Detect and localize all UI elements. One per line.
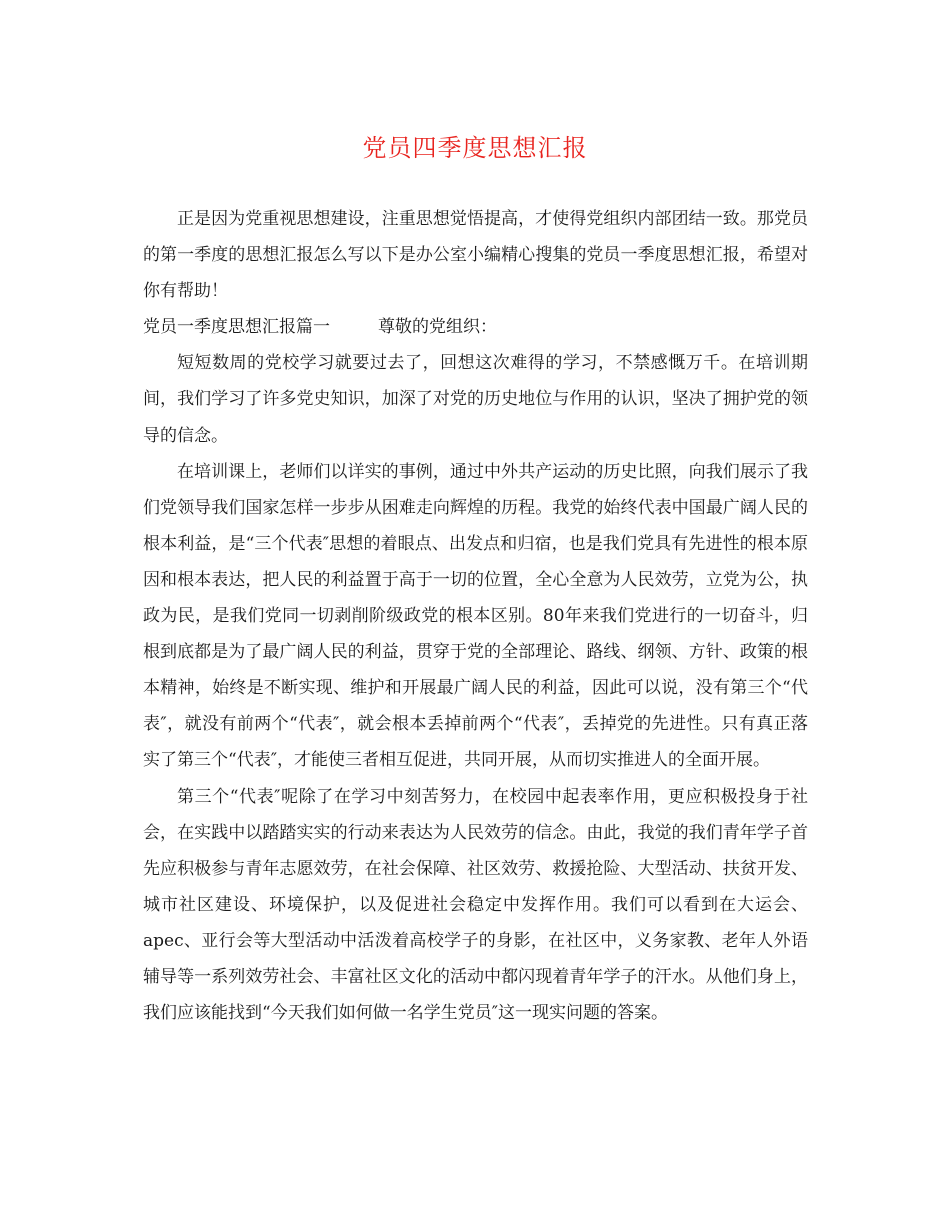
document-body — [143, 201, 808, 1031]
document-title: 党员四季度思想汇报 — [362, 134, 588, 162]
salutation: 尊敬的党组织： — [378, 317, 497, 338]
body-paragraph: 在培训课上，老师们以详实的事例，通过中外共产运动的历史比照，向我们展示了我们党领导我们国家怎样一步步从困难走向辉煌的历程。我党的始终代表中国最广阔人民的根本利益，是“三个代表″思想的着眼点、出发点和归宿，也是我们党具有先进性的根本原因和根本表达，把人民的利益置于高于一切的位置，全心全意为人民效劳，立党为公，执政为民，是我们党同一切剥削阶级政党的根本区别。80年来我们党进行的一切奋斗，归根到底都是为了最广阔人民的利益，贯穿于党的全部理论、路线、纲领、方针、政策的根本精神，始终是不断实现、维护和开展最广阔人民的利益，因此可以说，没有第三个“代表″，就没有前两个“代表″，就会根本丢掉前两个“代表″，丢掉党的先进性。只有真正落实了第三个“代表″，才能使三者相互促进，共同开展，从而切实推进人的全面开展。 — [143, 461, 808, 771]
body-paragraph: 短短数周的党校学习就要过去了，回想这次难得的学习，不禁感慨万千。在培训期间，我们学习了许多党史知识，加深了对党的历史地位与作用的认识，坚决了拥护党的领导的信念。 — [143, 353, 808, 446]
section-heading: 党员一季度思想汇报篇一 — [143, 317, 330, 338]
body-paragraph: 第三个“代表″呢除了在学习中刻苦努力，在校园中起表率作用，更应积极投身于社会，在实践中以踏踏实实的行动来表达为人民效劳的信念。由此，我觉的我们青年学子首先应积极参与青年志愿效劳，在社会保障、社区效劳、救援抢险、大型活动、扶贫开发、城市社区建设、环境保护，以及促进社会稳定中发挥作用。我们可以看到在大运会、apec、亚行会等大型活动中活泼着高校学子的身影，在社区中，义务家教、老年人外语辅导等一系列效劳社会、丰富社区文化的活动中都闪现着青年学子的汗水。从他们身上，我们应该能找到“今天我们如何做一名学生党员″这一现实问题的答案。 — [143, 786, 808, 1024]
section-heading-line — [143, 309, 808, 345]
intro-paragraph: 正是因为党重视思想建设，注重思想觉悟提高，才使得党组织内部团结一致。那党员的第一季度的思想汇报怎么写以下是办公室小编精心搜集的党员一季度思想汇报，希望对你有帮助！ — [143, 209, 808, 302]
